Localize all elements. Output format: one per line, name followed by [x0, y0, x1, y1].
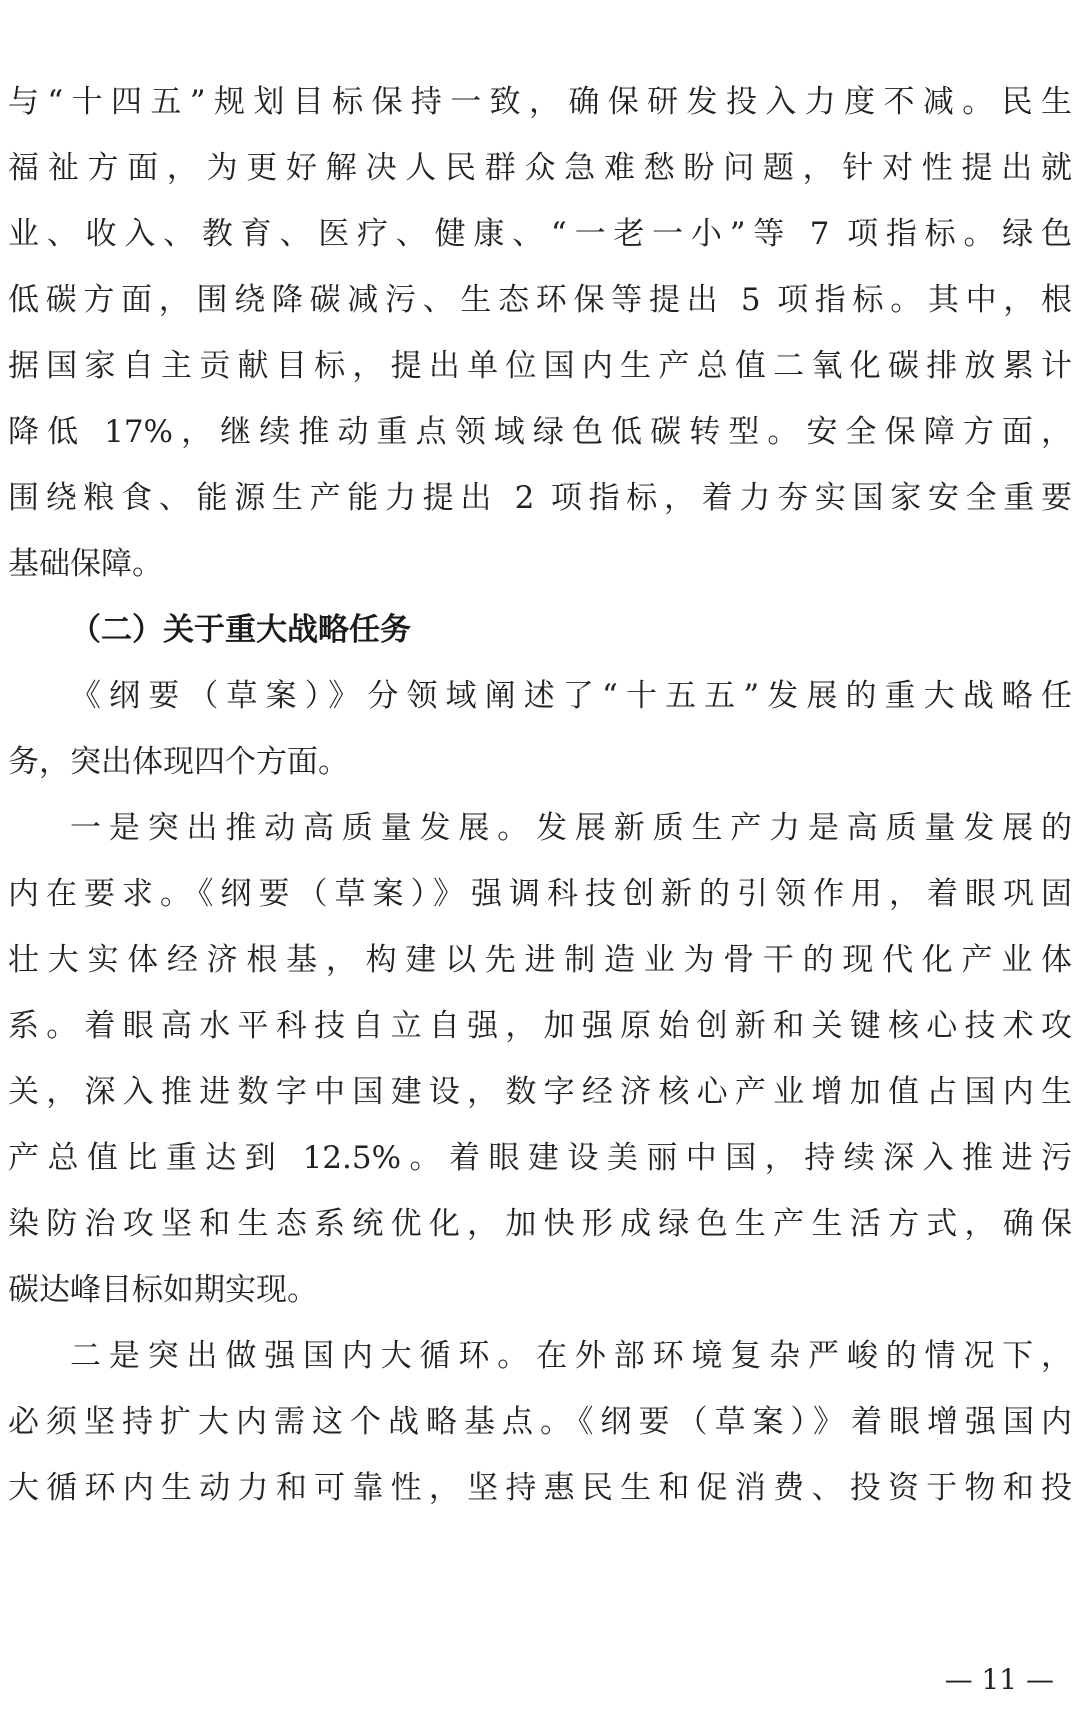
- body-text-line: 与“十四五”规划目标保持一致，确保研发投入力度不减。民生: [8, 84, 1072, 120]
- body-text-line: 产总值比重达到 12.5%。着眼建设美丽中国，持续深入推进污: [8, 1140, 1072, 1176]
- body-text-line: 业、收入、教育、医疗、健康、“一老一小”等 7 项指标。绿色: [8, 216, 1072, 252]
- paragraph-first-line: 《纲要（草案）》分领域阐述了“十五五”发展的重大战略任: [70, 678, 1072, 714]
- body-text-line: 壮大实体经济根基，构建以先进制造业为骨干的现代化产业体: [8, 942, 1072, 978]
- body-text-line: 降低 17%，继续推动重点领域绿色低碳转型。安全保障方面，: [8, 414, 1072, 450]
- body-text-line: 大循环内生动力和可靠性，坚持惠民生和促消费、投资于物和投: [8, 1470, 1072, 1506]
- body-text-line: 内在要求。《纲要（草案）》强调科技创新的引领作用，着眼巩固: [8, 876, 1072, 912]
- body-text-line: 基础保障。: [8, 546, 163, 582]
- body-text-line: 低碳方面，围绕降碳减污、生态环保等提出 5 项指标。其中，根: [8, 282, 1072, 318]
- body-text-line: 系。着眼高水平科技自立自强，加强原始创新和关键核心技术攻: [8, 1008, 1072, 1044]
- body-text-line: 关，深入推进数字中国建设，数字经济核心产业增加值占国内生: [8, 1074, 1072, 1110]
- page-number: — 11 —: [944, 1663, 1054, 1696]
- body-text-line: 必须坚持扩大内需这个战略基点。《纲要（草案）》着眼增强国内: [8, 1404, 1072, 1440]
- body-text-line: 围绕粮食、能源生产能力提出 2 项指标，着力夯实国家安全重要: [8, 480, 1072, 516]
- body-text-line: 福祉方面，为更好解决人民群众急难愁盼问题，针对性提出就: [8, 150, 1072, 186]
- body-text-line: 染防治攻坚和生态系统优化，加快形成绿色生产生活方式，确保: [8, 1206, 1072, 1242]
- body-text-line: 务，突出体现四个方面。: [8, 744, 349, 780]
- paragraph-first-line: 一是突出推动高质量发展。发展新质生产力是高质量发展的: [70, 810, 1072, 846]
- paragraph-first-line: 二是突出做强国内大循环。在外部环境复杂严峻的情况下，: [70, 1338, 1072, 1374]
- body-text-line: 据国家自主贡献目标，提出单位国内生产总值二氧化碳排放累计: [8, 348, 1072, 384]
- section-heading: （二）关于重大战略任务: [70, 612, 411, 648]
- body-text-line: 碳达峰目标如期实现。: [8, 1272, 318, 1308]
